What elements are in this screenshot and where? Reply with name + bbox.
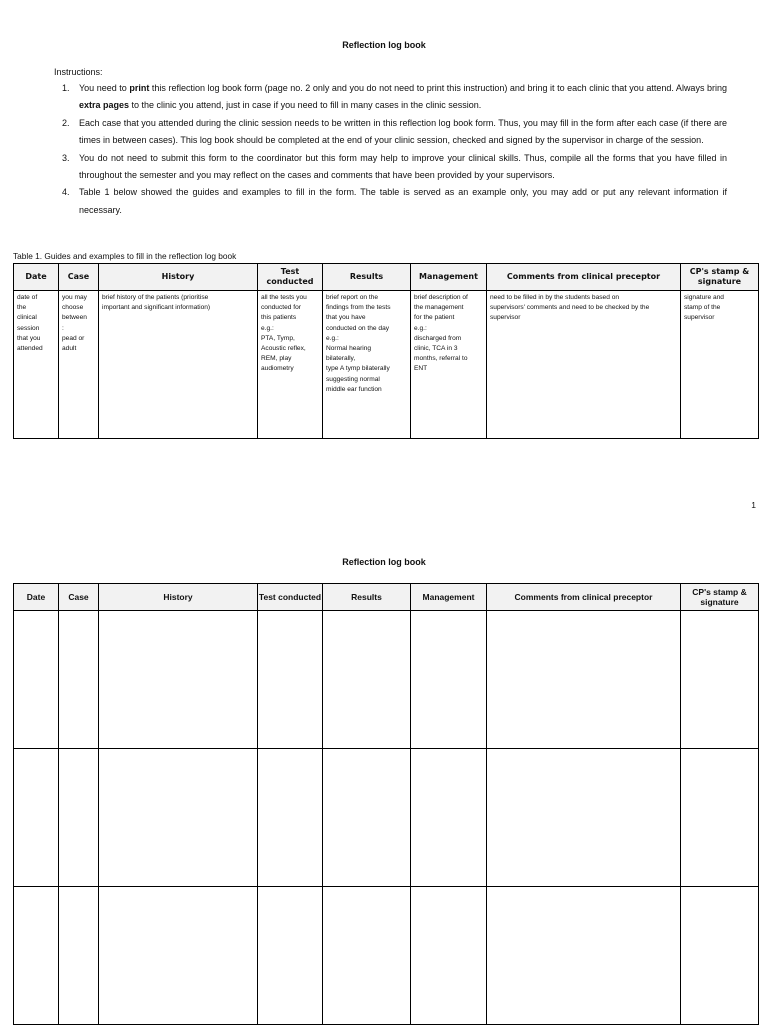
- column-header: CP's stamp & signature: [681, 264, 759, 291]
- page-title: Reflection log book: [342, 40, 426, 50]
- log-entry-cell: [411, 749, 487, 887]
- column-header: Date: [14, 264, 59, 291]
- log-entry-cell: [258, 749, 323, 887]
- instruction-number: 4.: [62, 187, 70, 198]
- example-row: [14, 291, 759, 439]
- example-cell-line: need to be filled in by the students based on: [490, 294, 620, 301]
- example-cell: [681, 291, 759, 439]
- instruction-item: [54, 80, 727, 115]
- instruction-item: [54, 184, 727, 219]
- instruction-text: to the clinic you attend, just in case if you need to fill in many cases in the clinic session.: [129, 100, 482, 111]
- example-cell-line: signature and: [684, 294, 724, 301]
- instructions-heading: Instructions:: [54, 67, 103, 77]
- instruction-text: You need to: [79, 83, 130, 93]
- example-cell-line: :: [62, 324, 64, 332]
- log-entry-row: [14, 611, 759, 749]
- example-cell-line: choose: [62, 304, 84, 312]
- example-cell-line: supervisors' comments and need to be checked by the: [490, 304, 650, 312]
- log-entry-cell: [59, 749, 99, 887]
- example-cell-line: that you: [17, 334, 41, 342]
- example-cell: [99, 291, 258, 439]
- example-cell-line: this patients: [261, 314, 297, 322]
- instructions-list: [54, 80, 727, 219]
- instruction-item: [54, 115, 727, 150]
- example-cell-line: conducted on the day: [326, 324, 390, 332]
- column-header: Results: [323, 264, 411, 291]
- instruction-number: 3.: [62, 152, 70, 163]
- example-cell-line: between: [62, 314, 87, 322]
- example-cell-line: important and significant information): [102, 304, 211, 312]
- example-cell-line: Normal hearing: [326, 345, 372, 353]
- example-cell-line: clinical: [17, 314, 37, 322]
- column-header: CP's stamp & signature: [681, 584, 759, 611]
- column-header: Results: [323, 584, 411, 611]
- example-cell-line: ENT: [414, 365, 428, 373]
- example-cell: [487, 291, 681, 439]
- reflection-log-table: [13, 583, 759, 1025]
- example-cell-line: conducted for: [261, 304, 301, 312]
- log-entry-cell: [258, 887, 323, 1025]
- column-header: History: [99, 264, 258, 291]
- log-entry-cell: [487, 611, 681, 749]
- log-entry-cell: [487, 887, 681, 1025]
- column-header: Case: [59, 264, 99, 291]
- example-cell-line: clinic, TCA in 3: [414, 345, 458, 353]
- log-entry-cell: [323, 887, 411, 1025]
- example-cell-line: for the patient: [414, 314, 455, 322]
- page2-title: Reflection log book: [342, 557, 426, 567]
- log-entry-cell: [258, 611, 323, 749]
- log-entry-cell: [59, 611, 99, 749]
- instruction-number: 2.: [62, 117, 70, 128]
- log-entry-row: [14, 887, 759, 1025]
- instruction-text: Each case that you attended during the clinic session needs to be written in this reflection log book form. Thus, you may fill in the form after each case (if there are times in between cases). This log book should be completed at the end of your clinic session, checked and signed by the supervisor in charge of the session.: [79, 117, 727, 146]
- example-cell-line: middle ear function: [326, 385, 382, 393]
- example-cell-line: session: [17, 324, 40, 332]
- column-header: Test conducted: [258, 264, 323, 291]
- example-cell-line: findings from the tests: [326, 304, 391, 312]
- example-cell-line: supervisor: [490, 314, 521, 322]
- log-entry-cell: [14, 887, 59, 1025]
- example-cell-line: the management: [414, 304, 464, 312]
- log-entry-cell: [411, 887, 487, 1025]
- example-cell: [411, 291, 487, 439]
- example-cell-line: audiometry: [261, 365, 294, 373]
- example-cell-line: date of: [17, 294, 38, 301]
- example-cell: [14, 291, 59, 439]
- example-cell-line: pead or: [62, 334, 85, 342]
- example-cell-line: brief history of the patients (prioritise: [102, 294, 209, 301]
- log-entry-cell: [323, 749, 411, 887]
- column-header: Comments from clinical preceptor: [487, 264, 681, 291]
- example-cell-line: all the tests you: [261, 294, 307, 301]
- log-entry-cell: [14, 749, 59, 887]
- log-entry-cell: [681, 887, 759, 1025]
- log-entry-cell: [99, 611, 258, 749]
- instruction-emphasis: extra pages: [79, 100, 130, 111]
- example-cell-line: e.g.:: [326, 334, 339, 342]
- page-number: 1: [751, 500, 756, 510]
- example-cell: [59, 291, 99, 439]
- example-cell-line: REM, play: [261, 355, 292, 363]
- log-entry-row: [14, 749, 759, 887]
- example-cell-line: supervisor: [684, 314, 715, 322]
- column-header: Comments from clinical preceptor: [487, 584, 681, 611]
- example-cell-line: adult: [62, 345, 77, 353]
- log-entry-cell: [487, 749, 681, 887]
- log-entry-cell: [323, 611, 411, 749]
- example-cell-line: months, referral to: [414, 355, 468, 363]
- table-caption: Table 1. Guides and examples to fill in the reflection log book: [13, 251, 237, 261]
- example-table: [13, 263, 759, 439]
- example-cell-line: the: [17, 304, 27, 312]
- example-cell-line: type A tymp bilaterally: [326, 365, 390, 373]
- example-cell-line: brief description of: [414, 294, 468, 301]
- log-entry-cell: [99, 749, 258, 887]
- instruction-text: this reflection log book form (page no. 2 only and you do not need to print this instruction) and bring it to each clinic that you attend. Always bring: [149, 83, 728, 93]
- log-entry-cell: [681, 749, 759, 887]
- example-cell-line: stamp of the: [684, 304, 721, 312]
- example-cell-line: discharged from: [414, 334, 462, 342]
- log-entry-cell: [14, 611, 59, 749]
- example-cell-line: bilaterally,: [326, 355, 356, 363]
- instruction-text: You do not need to submit this form to the coordinator but this form may help to improve your clinical skills. Thus, compile all the forms that you have filled in throughout the semester and you may reflect on the cases and comments that have been provided by your supervisors.: [79, 152, 727, 181]
- log-entry-cell: [99, 887, 258, 1025]
- example-cell-line: Acoustic reflex,: [261, 345, 306, 353]
- instruction-text: Table 1 below showed the guides and examples to fill in the form. The table is served as an example only, you may add or put any relevant information if necessary.: [79, 187, 727, 215]
- column-header: Management: [411, 264, 487, 291]
- example-cell-line: attended: [17, 345, 43, 353]
- example-cell-line: e.g.:: [414, 324, 427, 332]
- example-cell-line: PTA, Tymp,: [261, 334, 295, 342]
- column-header: Management: [411, 584, 487, 611]
- example-cell-line: you may: [62, 294, 87, 301]
- log-entry-cell: [411, 611, 487, 749]
- instruction-number: 1.: [62, 83, 70, 93]
- column-header: History: [99, 584, 258, 611]
- example-cell-line: that you have: [326, 314, 366, 322]
- instruction-emphasis: print: [129, 83, 150, 93]
- example-cell: [258, 291, 323, 439]
- instruction-item: [54, 150, 727, 185]
- example-cell-line: suggesting normal: [326, 375, 380, 383]
- example-cell: [323, 291, 411, 439]
- column-header: Date: [14, 584, 59, 611]
- log-entry-cell: [59, 887, 99, 1025]
- example-cell-line: brief report on the: [326, 294, 379, 301]
- log-entry-cell: [681, 611, 759, 749]
- example-cell-line: e.g.:: [261, 324, 274, 332]
- column-header: Case: [59, 584, 99, 611]
- column-header: Test conducted: [258, 584, 323, 611]
